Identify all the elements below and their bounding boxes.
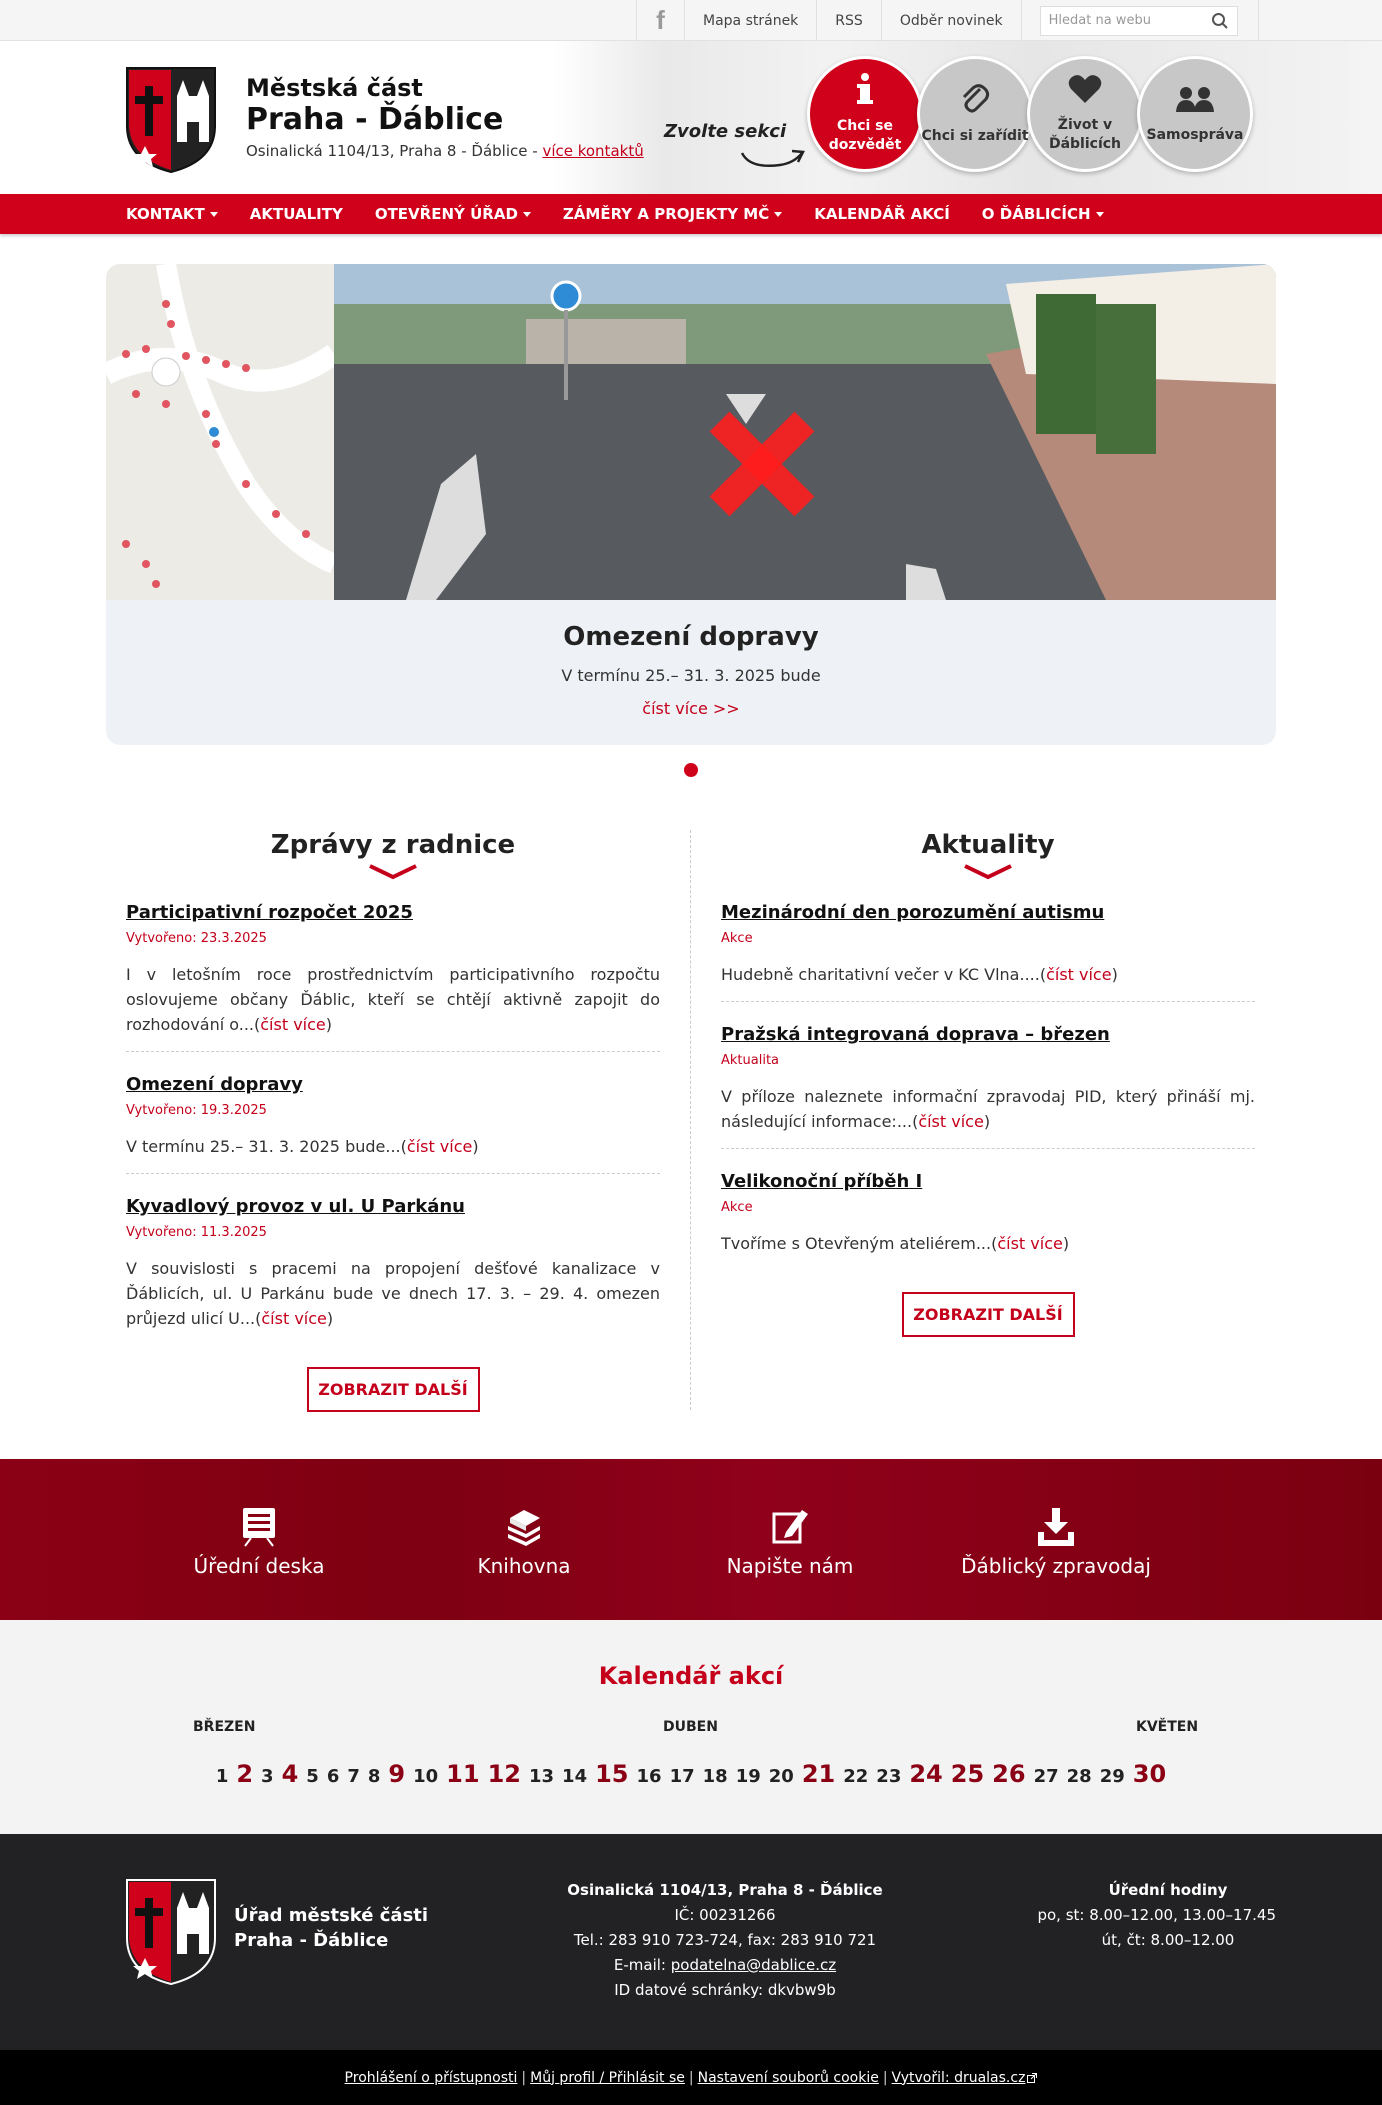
news-title-link[interactable]: Pražská integrovaná doprava – březen	[721, 1024, 1110, 1045]
brand-line-1: Městská část	[246, 74, 423, 102]
office-line-2: Praha - Ďáblice	[234, 1930, 389, 1951]
section-label: Chci se dozvědět	[828, 118, 902, 153]
quicklink-label: Úřední deska	[193, 1554, 325, 1578]
calendar-day: 6	[326, 1766, 340, 1787]
profile-login-link[interactable]: Můj profil / Přihlásit se	[530, 2069, 685, 2086]
slide-title: Omezení dopravy	[563, 622, 819, 652]
section-arrange-button[interactable]	[917, 56, 1033, 172]
calendar-event-day[interactable]: 25	[950, 1760, 985, 1788]
section-label: Samospráva	[1146, 126, 1244, 143]
footer-address: Osinalická 1104/13, Praha 8 - Ďáblice	[567, 1881, 883, 1899]
external-link-icon	[1027, 2073, 1037, 2083]
town-hall-news	[126, 830, 660, 1412]
newsletter-link[interactable]: Odběr novinek	[881, 0, 1021, 41]
nav-item-projects[interactable]	[563, 205, 782, 223]
excerpt-text: Hudebně charitativní večer v KC Vlna....(	[721, 965, 1047, 984]
hours-line-1: po, st: 8.00–12.00, 13.00–17.45	[1037, 1906, 1276, 1924]
calendar-event-day[interactable]: 26	[992, 1760, 1026, 1788]
news-item	[126, 1052, 660, 1174]
coat-of-arms-logo[interactable]	[125, 66, 217, 174]
books-icon	[502, 1504, 546, 1548]
coat-of-arms-logo[interactable]	[125, 1878, 217, 1986]
news-item	[721, 1149, 1255, 1270]
caret-down-icon	[1096, 212, 1104, 217]
edit-icon	[768, 1504, 812, 1548]
news-date: Vytvořeno: 23.3.2025	[126, 931, 267, 946]
news-item	[126, 1174, 660, 1345]
quicklink-label: Napište nám	[726, 1554, 854, 1578]
heart-icon	[1068, 74, 1102, 112]
calendar-days	[0, 1760, 1382, 1788]
nav-item-contact[interactable]	[126, 205, 218, 223]
separator: |	[688, 2069, 694, 2086]
calendar-day: 17	[669, 1766, 695, 1787]
header-address	[246, 142, 644, 160]
download-icon	[1034, 1504, 1078, 1548]
news-title-link[interactable]: Kyvadlový provoz v ul. U Parkánu	[126, 1196, 465, 1217]
paperclip-icon	[960, 83, 990, 123]
calendar-month-current: DUBEN	[663, 1719, 718, 1735]
hours-line-2: út, čt: 8.00–12.00	[1101, 1931, 1235, 1949]
calendar-event-day[interactable]: 2	[236, 1760, 254, 1788]
chevron-down-icon	[368, 864, 418, 880]
nav-label: AKTUALITY	[249, 205, 343, 223]
facebook-icon[interactable]: f	[636, 0, 684, 41]
column-heading: Zprávy z radnice	[270, 830, 516, 860]
notice-board-icon	[237, 1504, 281, 1548]
news-item	[126, 880, 660, 1052]
people-icon	[1175, 84, 1215, 122]
caret-down-icon	[523, 212, 531, 217]
show-more-button[interactable]: ZOBRAZIT DALŠÍ	[307, 1367, 480, 1412]
news-item	[721, 1002, 1255, 1149]
calendar-event-day[interactable]: 11	[446, 1760, 480, 1788]
calendar-event-day[interactable]: 21	[801, 1760, 836, 1788]
calendar-event-day[interactable]: 12	[487, 1760, 521, 1788]
more-contacts-link[interactable]: více kontaktů	[542, 142, 644, 160]
nav-label: KALENDÁŘ AKCÍ	[814, 205, 950, 223]
search-icon[interactable]	[1211, 12, 1229, 30]
news-excerpt	[721, 1231, 1255, 1256]
brand-line-2: Praha - Ďáblice	[246, 102, 504, 137]
read-more-link[interactable]: číst více	[260, 1015, 326, 1034]
nav-label: O ĎÁBLICÍCH	[981, 205, 1091, 223]
news-category: Akce	[721, 931, 753, 946]
column-divider	[690, 830, 691, 1410]
chevron-down-icon	[963, 864, 1013, 880]
footer-office-name	[234, 1903, 428, 1953]
news-excerpt	[126, 1134, 660, 1159]
calendar-day: 28	[1066, 1766, 1092, 1787]
paren: )	[325, 1015, 332, 1034]
news-date: Vytvořeno: 11.3.2025	[126, 1225, 267, 1240]
calendar-event-day[interactable]: 15	[595, 1760, 629, 1788]
sitemap-link[interactable]: Mapa stránek	[684, 0, 816, 41]
calendar-day: 10	[413, 1766, 439, 1787]
read-more-link[interactable]: číst více	[1046, 965, 1112, 984]
slide-read-more-link[interactable]: číst více >>	[642, 699, 740, 718]
read-more-link[interactable]: číst více	[918, 1112, 984, 1131]
calendar-day: 27	[1033, 1766, 1059, 1787]
section-learn-button[interactable]	[807, 56, 923, 172]
slider-dot[interactable]	[684, 763, 698, 777]
paren: )	[472, 1137, 479, 1156]
news-updates	[721, 830, 1255, 1337]
calendar-day: 20	[768, 1766, 794, 1787]
site-footer	[0, 1834, 1382, 2050]
separator: |	[882, 2069, 888, 2086]
calendar-month-prev[interactable]: BŘEZEN	[193, 1719, 256, 1735]
calendar-day: 14	[562, 1766, 588, 1787]
office-line-1: Úřad městské části	[234, 1905, 429, 1926]
calendar-day: 1	[215, 1766, 229, 1787]
news-title-link[interactable]: Participativní rozpočet 2025	[126, 902, 413, 923]
excerpt-text: I v letošním roce prostřednictvím participativního rozpočtu oslovujeme občany Ďáblic, kteří se chtějí aktivně zapojit do rozhodování o...(	[126, 965, 660, 1034]
author-link[interactable]: Vytvořil: drualas.cz	[891, 2069, 1026, 2086]
calendar-day: 13	[528, 1766, 555, 1787]
hero-slider[interactable]	[106, 264, 1276, 745]
nav-item-about[interactable]	[982, 205, 1104, 223]
footer-hours	[1000, 1878, 1276, 1953]
news-excerpt	[126, 1256, 660, 1331]
calendar-day: 19	[735, 1766, 761, 1787]
paren: )	[1062, 1234, 1070, 1253]
excerpt-text: V termínu 25.– 31. 3. 2025 bude...(	[126, 1137, 407, 1156]
news-title-link[interactable]: Mezinárodní den porozumění autismu	[721, 902, 1105, 923]
nav-label: OTEVŘENÝ ÚŘAD	[374, 205, 518, 223]
nav-item-news[interactable]	[250, 205, 343, 223]
cookie-settings-link[interactable]: Nastavení souborů cookie	[697, 2069, 879, 2086]
news-excerpt	[721, 962, 1255, 987]
section-label: Život v Ďáblicích	[1048, 117, 1122, 152]
quicklink-notice-board[interactable]	[149, 1504, 369, 1578]
caret-down-icon	[210, 212, 218, 217]
quicklink-label: Ďáblický zpravodaj	[961, 1554, 1151, 1578]
read-more-link[interactable]: číst více	[997, 1234, 1063, 1253]
calendar-day: 16	[636, 1766, 662, 1787]
read-more-link[interactable]: číst více	[261, 1309, 327, 1328]
info-icon	[855, 73, 875, 113]
excerpt-text: V souvislosti s pracemi na propojení dešťové kanalizace v Ďáblicích, ul. U Parkánu bude ve dnech 17. 3. – 29. 4. omezen průjezd ulicí U...(	[126, 1259, 660, 1328]
quicklink-library[interactable]	[414, 1504, 634, 1578]
top-bar	[0, 0, 1382, 41]
section-label: Chci si zařídit	[921, 127, 1029, 144]
news-excerpt	[721, 1084, 1255, 1134]
paren: )	[326, 1309, 334, 1328]
footer-contacts	[520, 1878, 930, 2003]
news-category: Aktualita	[721, 1053, 780, 1068]
slide-image	[106, 264, 1276, 600]
address-text: Osinalická 1104/13, Praha 8 - Ďáblice -	[246, 142, 543, 160]
footer-phone: Tel.: 283 910 723-724, fax: 283 910 721	[573, 1931, 877, 1949]
curved-arrow-icon	[740, 141, 806, 171]
excerpt-text: V příloze naleznete informační zpravodaj PID, který přináší mj. následující informace:...(	[721, 1087, 1255, 1131]
news-title-link[interactable]: Omezení dopravy	[126, 1074, 303, 1095]
footer-ico: IČ: 00231266	[674, 1906, 776, 1924]
slide-text: V termínu 25.– 31. 3. 2025 bude	[561, 666, 821, 685]
hours-title: Úřední hodiny	[1108, 1881, 1228, 1899]
column-heading: Aktuality	[921, 830, 1055, 860]
news-title-link[interactable]: Velikonoční příběh I	[721, 1171, 923, 1192]
calendar-day: 29	[1099, 1766, 1125, 1787]
nav-label: ZÁMĚRY A PROJEKTY MČ	[562, 205, 770, 223]
calendar-day: 22	[843, 1766, 869, 1787]
email-label: E-mail:	[613, 1956, 671, 1974]
calendar-day: 5	[306, 1766, 319, 1787]
calendar-event-day[interactable]: 24	[909, 1760, 943, 1788]
footer-email	[520, 1953, 930, 1978]
show-more-button[interactable]: ZOBRAZIT DALŠÍ	[902, 1292, 1075, 1337]
accessibility-link[interactable]: Prohlášení o přístupnosti	[344, 2069, 518, 2086]
nav-item-open-office[interactable]	[375, 205, 531, 223]
main-nav	[0, 194, 1382, 234]
caret-down-icon	[774, 212, 782, 217]
calendar-event-day[interactable]: 9	[388, 1760, 406, 1788]
paren: )	[1111, 965, 1118, 984]
bottom-bar	[0, 2050, 1382, 2105]
search-box	[1040, 6, 1238, 36]
section-government-button[interactable]	[1137, 56, 1253, 172]
rss-link[interactable]: RSS	[816, 0, 881, 41]
calendar-month-next[interactable]: KVĚTEN	[1136, 1719, 1199, 1735]
calendar-event-day[interactable]: 4	[281, 1760, 299, 1788]
quicklink-label: Knihovna	[477, 1554, 571, 1578]
email-link[interactable]: podatelna@dablice.cz	[670, 1956, 837, 1974]
brand	[246, 74, 644, 160]
separator: |	[521, 2069, 527, 2086]
news-date: Vytvořeno: 19.3.2025	[126, 1103, 267, 1118]
calendar-day: 18	[702, 1766, 728, 1787]
choose-section-label: Zvolte sekci	[664, 121, 787, 142]
quicklink-newsletter[interactable]	[946, 1504, 1166, 1578]
news-item	[721, 880, 1255, 1002]
calendar-day: 3	[261, 1766, 274, 1787]
slide-caption	[106, 600, 1276, 745]
nav-label: KONTAKT	[126, 205, 205, 223]
site-header	[0, 41, 1382, 194]
calendar-day: 8	[367, 1766, 381, 1787]
calendar-day: 23	[876, 1766, 902, 1787]
footer-databox: ID datové schránky: dkvbw9b	[614, 1981, 836, 1999]
nav-item-calendar[interactable]	[814, 205, 950, 223]
events-calendar	[0, 1620, 1382, 1834]
news-category: Akce	[721, 1200, 753, 1215]
search-area	[1021, 0, 1259, 41]
search-input[interactable]	[1049, 13, 1199, 28]
read-more-link[interactable]: číst více	[406, 1137, 473, 1156]
excerpt-text: Tvoříme s Otevřeným ateliérem...(	[721, 1234, 998, 1253]
quicklinks-band	[0, 1459, 1382, 1620]
news-excerpt	[126, 962, 660, 1037]
calendar-title: Kalendář akcí	[598, 1662, 784, 1690]
section-life-button[interactable]	[1027, 56, 1143, 172]
calendar-event-day[interactable]: 30	[1132, 1760, 1167, 1788]
quicklink-write-us[interactable]	[680, 1504, 900, 1578]
calendar-day: 7	[347, 1766, 360, 1787]
paren: )	[983, 1112, 991, 1131]
